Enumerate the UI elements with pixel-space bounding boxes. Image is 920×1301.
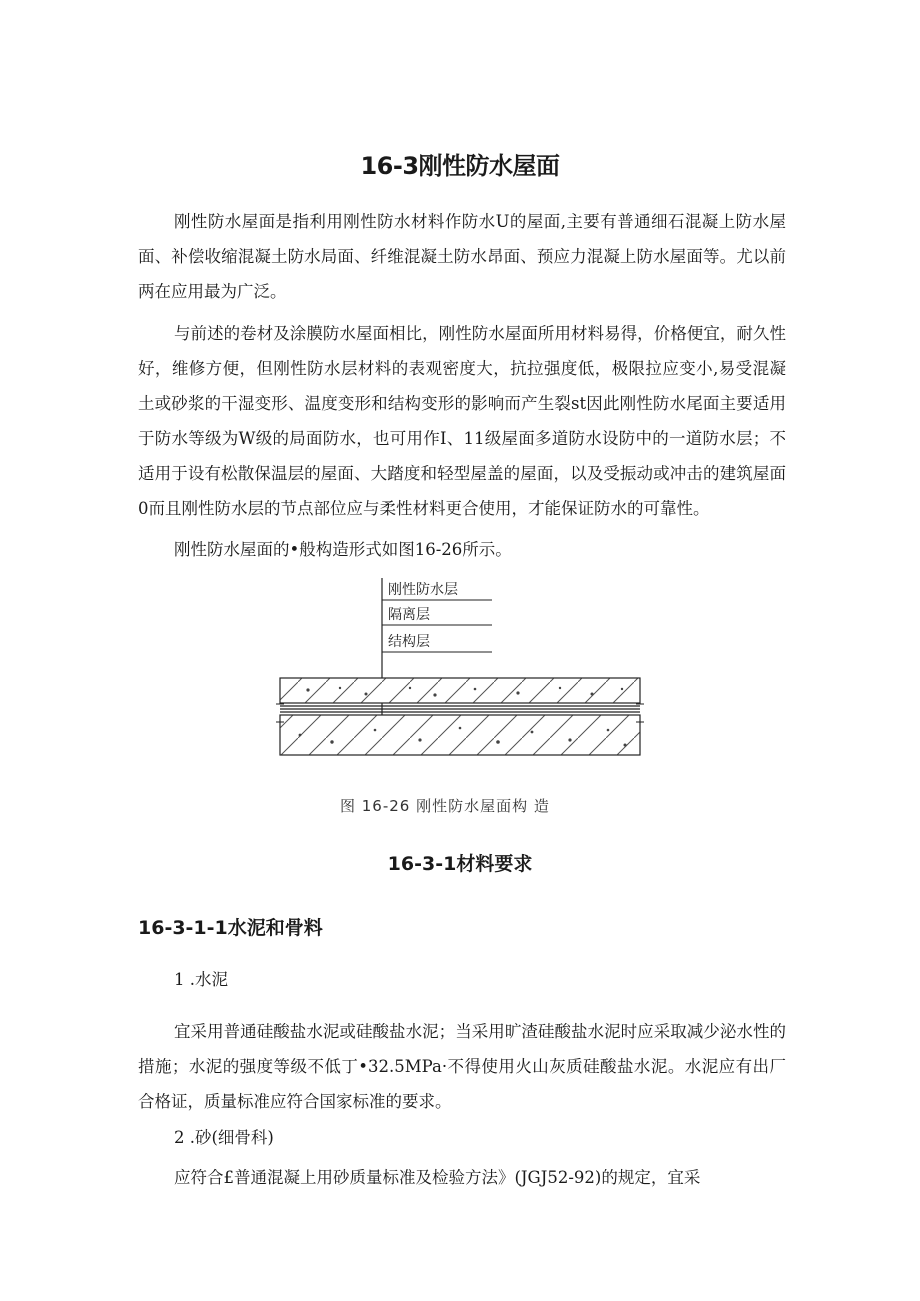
paragraph-intro: 刚性防水屋面是指利用刚性防水材料作防水U的屋面,主要有普通细石混凝上防水屋面、补偿收缩混凝土防水局面、纤维混凝土防水昂面、预应力混凝上防水屋面等。尤以前两在应用最为广泛。 [138, 212, 786, 301]
label-structural-layer: 结构层 [388, 634, 430, 650]
paragraph-figure-ref: 刚性防水屋面的•般构造形式如图16-26所示。 [174, 540, 512, 559]
figure-caption: 图 16-26 刚性防水屋面构 造 [340, 797, 550, 815]
roof-structure-diagram [270, 570, 660, 795]
label-waterproof-layer: 刚性防水层 [388, 582, 458, 598]
paragraph-sand: 应符合£普通混凝上用砂质量标准及检验方法》(JGJ52-92)的规定，宜采 [174, 1168, 701, 1187]
list-item-cement: 1 .水泥 [174, 970, 228, 989]
paragraph-comparison: 与前述的卷材及涂膜防水屋面相比，刚性防水屋面所用材料易得，价格便宜，耐久性好，维修方便，但刚性防水层材料的表观密度大，抗拉强度低，极限拉应变小,易受混凝土或砂浆的干湿变形、温度变形和结构变形的影响而产生裂st因此刚性防水尾面主要适用于防水等级为W级的局面防水，也可用作I、11级屋面多道防水设防中的一道防水层；不适用于设有松散保温层的屋面、大踏度和轻型屋盖的屋面，以及受振动或冲击的建筑屋面0而且刚性防水层的节点部位应与柔性材料更合使用，才能保证防水的可靠性。 [138, 324, 786, 518]
roof-structure-figure [270, 570, 660, 830]
page-title: 16-3刚性防水屋面 [360, 152, 560, 180]
list-item-sand: 2 .砂(细骨科) [174, 1128, 274, 1147]
section-heading: 16-3-1材料要求 [387, 853, 533, 875]
label-isolation-layer: 隔离层 [388, 607, 430, 623]
subsection-heading: 16-3-1-1水泥和骨料 [138, 917, 323, 939]
paragraph-cement: 宜采用普通硅酸盐水泥或硅酸盐水泥；当采用旷渣硅酸盐水泥时应采取减少泌水性的措施；水泥的强度等级不低丁•32.5MPa·不得使用火山灰质硅酸盐水泥。水泥应有出厂合格证，质量标准应符合国家标准的要求。 [138, 1022, 786, 1111]
